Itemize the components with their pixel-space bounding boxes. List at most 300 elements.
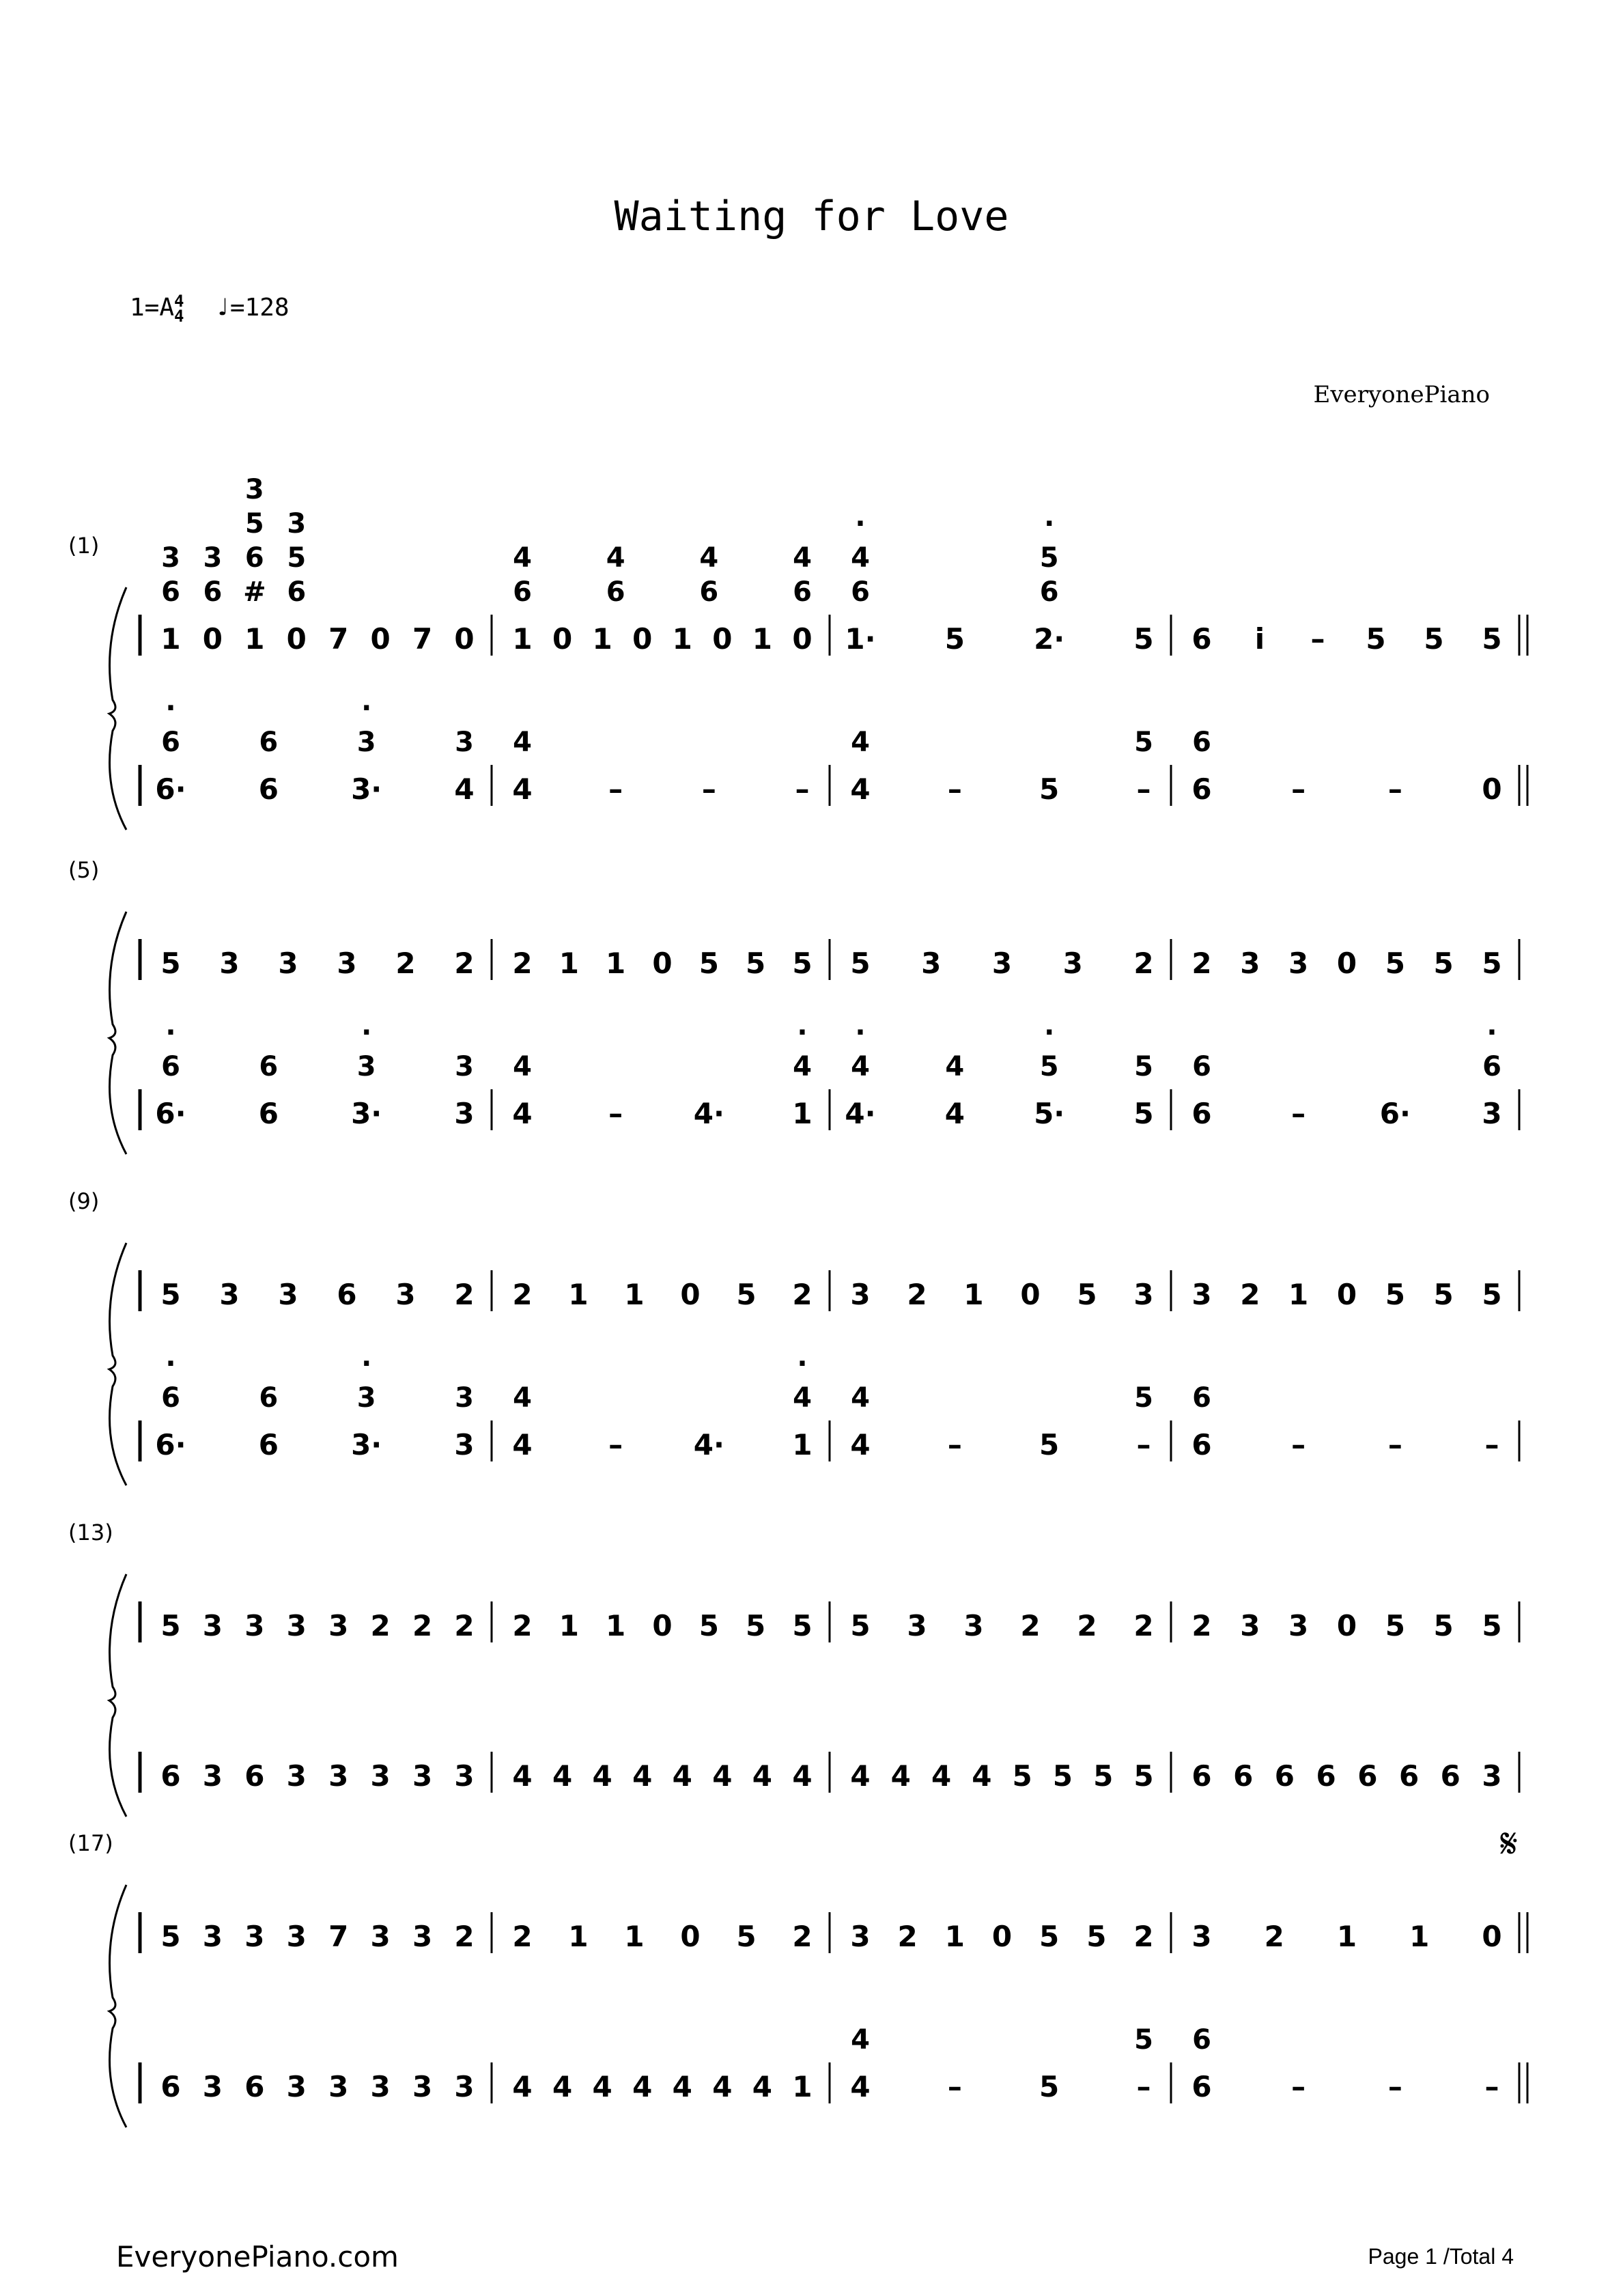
upper-staff-note: 0 [1336, 1609, 1357, 1642]
lower-staff-chord-note: 6 [259, 727, 279, 758]
upper-staff-note: 0 [1336, 1278, 1357, 1311]
upper-staff-note: 3 [1062, 947, 1083, 980]
lower-staff-note: 3 [286, 2070, 307, 2103]
upper-staff-note: 0 [652, 1609, 673, 1642]
upper-staff-note: 1 [559, 1609, 579, 1642]
lower-staff-note: – [1387, 1428, 1402, 1461]
upper-staff-chord-note: · [855, 508, 866, 540]
upper-staff-chord-note: 3 [161, 542, 180, 574]
lower-staff-note: 4 [944, 1097, 965, 1130]
upper-staff-note: 5 [1482, 622, 1502, 656]
upper-staff-note: 2 [1240, 1278, 1260, 1311]
lower-staff-note: 6· [155, 772, 186, 806]
upper-staff-chord-note: 6 [793, 576, 812, 608]
upper-staff-note: 2 [1191, 947, 1212, 980]
upper-staff-note: 3 [219, 947, 240, 980]
lower-staff-note: 4 [850, 1759, 871, 1793]
upper-staff-note: 5 [792, 947, 813, 980]
upper-staff-note: 5 [1482, 947, 1502, 980]
lower-staff-note: 6 [1357, 1759, 1378, 1793]
lower-staff-note: – [1136, 2070, 1151, 2103]
upper-staff-chord-note: 4 [513, 542, 532, 574]
upper-staff-note: 0 [552, 622, 573, 656]
upper-staff-note: 3 [1288, 947, 1309, 980]
lower-staff-note: 0 [1482, 772, 1502, 806]
lower-staff-chord-note: 6 [161, 1051, 180, 1082]
lower-staff-note: 3 [370, 2070, 391, 2103]
lower-staff-chord-note: 4 [945, 1051, 965, 1082]
upper-staff-note: 3 [1191, 1278, 1212, 1311]
lower-staff-note: 6 [1233, 1759, 1254, 1793]
upper-staff-note: 3 [907, 1609, 927, 1642]
lower-staff-note: 4 [792, 1759, 813, 1793]
upper-staff-note: 1· [845, 622, 876, 656]
upper-staff-note: 5 [698, 1609, 719, 1642]
lower-staff-note: 4 [592, 2070, 612, 2103]
lower-staff-note: 4· [845, 1097, 876, 1130]
upper-staff-note: 5 [746, 947, 766, 980]
upper-staff-note: 3 [412, 1920, 433, 1953]
measure-number: (5) [68, 857, 100, 883]
upper-staff-chord-note: 4 [699, 542, 719, 574]
upper-staff-chord-note: 6 [513, 576, 532, 608]
lower-staff-chord-note: 5 [1039, 1051, 1059, 1082]
lower-staff-chord-note: 6 [161, 1382, 180, 1414]
lower-staff-chord-note: · [165, 692, 176, 724]
upper-staff-note: 3 [337, 947, 357, 980]
upper-staff-chord-note: 3 [244, 474, 264, 505]
lower-staff-note: – [1291, 1097, 1306, 1130]
lower-staff-note: 4 [552, 1759, 573, 1793]
upper-staff-chord-note: 3 [287, 508, 307, 540]
meter-bottom: 4 [174, 307, 184, 326]
upper-staff-note: 2 [454, 1609, 475, 1642]
lower-staff-note: 6 [160, 2070, 181, 2103]
upper-staff-note: 2 [512, 1609, 533, 1642]
upper-staff-note: 1 [568, 1920, 589, 1953]
lower-staff-note: 6· [155, 1097, 186, 1130]
credit: EveryonePiano [1313, 381, 1490, 408]
lower-staff-note: 3 [454, 1759, 475, 1793]
upper-staff-note: 2· [1034, 622, 1065, 656]
lower-staff-note: 4 [454, 772, 475, 806]
measure-number: (17) [68, 1830, 113, 1856]
upper-staff-note: 7 [328, 1920, 349, 1953]
upper-staff-note: 2 [395, 947, 416, 980]
upper-staff-chord-note: 3 [203, 542, 223, 574]
lower-staff-chord-note: 6 [1192, 1382, 1211, 1414]
upper-staff-note: 0 [680, 1920, 701, 1953]
upper-staff-chord-note: 6 [161, 576, 180, 608]
upper-staff-note: 5 [1385, 1278, 1405, 1311]
lower-staff-note: – [608, 1428, 623, 1461]
upper-staff-note: 2 [792, 1920, 813, 1953]
lower-staff-chord-note: · [361, 692, 372, 724]
upper-staff-note: 1 [606, 947, 626, 980]
key-signature: 1=A [130, 294, 175, 322]
upper-staff-note: 5 [698, 947, 719, 980]
upper-staff-note: 3 [1240, 947, 1260, 980]
upper-staff-note: 2 [1133, 1609, 1154, 1642]
lower-staff-note: 6 [1398, 1759, 1420, 1793]
system-brace [109, 1885, 126, 2127]
upper-staff-note: 2 [1020, 1609, 1041, 1642]
upper-staff-note: 6 [337, 1278, 357, 1311]
upper-staff-note: 1 [592, 622, 612, 656]
upper-staff-note: 2 [370, 1609, 391, 1642]
lower-staff-note: 4 [672, 2070, 692, 2103]
upper-staff-note: 5 [1433, 947, 1454, 980]
upper-staff-note: 0 [370, 622, 391, 656]
lower-staff-chord-note: 4 [513, 1382, 532, 1414]
upper-staff-note: 1 [672, 622, 692, 656]
lower-staff-chord-note: 6 [1192, 2024, 1211, 2056]
lower-staff-note: – [1387, 772, 1402, 806]
lower-staff-note: 3 [454, 2070, 475, 2103]
upper-staff-note: 2 [1191, 1609, 1212, 1642]
lower-staff-chord-note: 5 [1134, 1051, 1153, 1082]
upper-staff-note: 5 [1433, 1609, 1454, 1642]
lower-staff-chord-note: · [165, 1348, 176, 1380]
lower-staff-chord-note: 4 [851, 2024, 870, 2056]
upper-staff-note: 1 [944, 1920, 965, 1953]
upper-staff-note: 3 [286, 1920, 307, 1953]
upper-staff-chord-note: 5 [287, 542, 307, 574]
lower-staff-chord-note: 6 [1192, 1051, 1211, 1082]
upper-staff-note: 2 [792, 1278, 813, 1311]
upper-staff-note: 3 [1191, 1920, 1212, 1953]
upper-staff-note: 1 [624, 1920, 645, 1953]
upper-staff-chord-note: 4 [851, 542, 870, 574]
upper-staff-chord-note: 6 [1039, 576, 1059, 608]
page-title: Waiting for Love [614, 193, 1009, 240]
upper-staff-note: 1 [512, 622, 533, 656]
lower-staff-note: 3 [1482, 1759, 1502, 1793]
upper-staff-note: 5 [1133, 622, 1154, 656]
lower-staff-note: 6 [1316, 1759, 1336, 1793]
lower-staff-note: 4 [712, 1759, 733, 1793]
lower-staff-note: 4 [592, 1759, 612, 1793]
lower-staff-chord-note: 6 [1192, 727, 1211, 758]
upper-staff-note: 0 [1020, 1278, 1041, 1311]
lower-staff-note: 1 [792, 2070, 813, 2103]
lower-staff-chord-note: · [361, 1348, 372, 1380]
upper-staff-note: 1 [963, 1278, 984, 1311]
lower-staff-note: 6 [1274, 1759, 1295, 1793]
lower-staff-chord-note: 3 [356, 1051, 376, 1082]
upper-staff-chord-note: · [1044, 508, 1055, 540]
upper-staff-note: 3 [328, 1609, 349, 1642]
lower-staff-note: 4· [693, 1097, 724, 1130]
upper-staff-note: 0 [632, 622, 653, 656]
upper-staff-note: 0 [680, 1278, 701, 1311]
upper-staff-note: 1 [624, 1278, 645, 1311]
upper-staff-note: 7 [412, 622, 433, 656]
upper-staff-note: 0 [286, 622, 307, 656]
lower-staff-note: – [1291, 1428, 1306, 1461]
upper-staff-note: 5 [1482, 1609, 1502, 1642]
lower-staff-note: 3 [412, 1759, 433, 1793]
upper-staff-chord-note: 6 [851, 576, 870, 608]
lower-staff-note: 6· [1379, 1097, 1411, 1130]
lower-staff-note: 4 [850, 2070, 871, 2103]
lower-staff-note: – [1387, 2070, 1402, 2103]
segno-symbol: 𝄋 [1500, 1820, 1518, 1868]
lower-staff-note: 4 [931, 1759, 952, 1793]
upper-staff-note: 5 [160, 947, 181, 980]
upper-staff-note: 3 [370, 1920, 391, 1953]
lower-staff-chord-note: 4 [851, 1382, 870, 1414]
upper-staff-note: 2 [1133, 947, 1154, 980]
upper-staff-note: 0 [712, 622, 733, 656]
upper-staff-note: 1 [1409, 1920, 1430, 1953]
upper-staff-note: 5 [850, 947, 871, 980]
lower-staff-chord-note: 4 [851, 1051, 870, 1082]
upper-staff-note: 0 [652, 947, 673, 980]
lower-staff-note: 4 [850, 772, 871, 806]
lower-staff-note: 3· [351, 1428, 382, 1461]
upper-staff-note: 0 [202, 622, 223, 656]
upper-staff-note: 5 [736, 1920, 757, 1953]
upper-staff-note: 2 [1264, 1920, 1284, 1953]
lower-staff-chord-note: · [797, 1017, 808, 1048]
upper-staff-note: 5 [1385, 1609, 1405, 1642]
upper-staff-note: 1 [559, 947, 579, 980]
upper-staff-chord-note: 6 [244, 542, 264, 574]
lower-staff-note: 4 [512, 772, 533, 806]
lower-staff-note: 4 [512, 2070, 533, 2103]
lower-staff-note: 3· [351, 772, 382, 806]
upper-staff-note: 2 [907, 1278, 927, 1311]
lower-staff-note: 4 [890, 1759, 911, 1793]
lower-staff-note: 5 [1093, 1759, 1114, 1793]
lower-staff-note: 3· [351, 1097, 382, 1130]
lower-staff-chord-note: 3 [455, 1382, 474, 1414]
upper-staff-chord-note: 6 [606, 576, 625, 608]
lower-staff-note: 3 [454, 1097, 475, 1130]
lower-staff-note: – [795, 772, 810, 806]
lower-staff-chord-note: 6 [259, 1051, 279, 1082]
lower-staff-note: 6 [244, 2070, 265, 2103]
upper-staff-note: 5 [736, 1278, 757, 1311]
lower-staff-note: 6 [1440, 1759, 1460, 1793]
lower-staff-chord-note: 3 [455, 727, 474, 758]
lower-staff-chord-note: 3 [356, 1382, 376, 1414]
lower-staff-note: 3 [286, 1759, 307, 1793]
upper-staff-note: 5 [1086, 1920, 1107, 1953]
upper-staff-note: 3 [850, 1920, 871, 1953]
lower-staff-note: 3 [454, 1428, 475, 1461]
lower-staff-note: 4 [672, 1759, 692, 1793]
lower-staff-note: – [1291, 772, 1306, 806]
upper-staff-note: 5 [1424, 622, 1444, 656]
upper-staff-note: 3 [963, 1609, 984, 1642]
lower-staff-note: – [701, 772, 716, 806]
lower-staff-note: – [1484, 1428, 1499, 1461]
lower-staff-note: 5 [1039, 1428, 1060, 1461]
upper-staff-note: 3 [1133, 1278, 1154, 1311]
upper-staff-note: 1 [1336, 1920, 1357, 1953]
upper-staff-note: 3 [1288, 1609, 1309, 1642]
upper-staff-note: 2 [1133, 1920, 1154, 1953]
upper-staff-note: 5 [1385, 947, 1405, 980]
lower-staff-note: 3 [412, 2070, 433, 2103]
lower-staff-chord-note: 4 [851, 727, 870, 758]
lower-staff-note: 4 [632, 2070, 653, 2103]
lower-staff-chord-note: 4 [513, 727, 532, 758]
measure-number: (13) [68, 1520, 113, 1545]
upper-staff-note: 2 [897, 1920, 918, 1953]
upper-staff-note: 6 [1191, 622, 1212, 656]
upper-staff-chord-note: 5 [1039, 542, 1059, 574]
upper-staff-chord-note: 6 [203, 576, 223, 608]
lower-staff-note: 6 [160, 1759, 181, 1793]
lower-staff-note: 3 [202, 1759, 223, 1793]
lower-staff-note: 3 [1482, 1097, 1502, 1130]
lower-staff-chord-note: · [361, 1017, 372, 1048]
upper-staff-note: 5 [746, 1609, 766, 1642]
lower-staff-note: 4 [752, 2070, 773, 2103]
upper-staff-note: 2 [412, 1609, 433, 1642]
upper-staff-note: 3 [202, 1609, 223, 1642]
upper-staff-note: – [1310, 622, 1325, 656]
upper-staff-note: 0 [1482, 1920, 1502, 1953]
system-brace [109, 1243, 126, 1485]
lower-staff-note: 3 [202, 2070, 223, 2103]
upper-staff-note: 0 [792, 622, 813, 656]
lower-staff-note: 1 [792, 1097, 813, 1130]
lower-staff-note: 6 [258, 772, 279, 806]
upper-staff-note: 5 [850, 1609, 871, 1642]
upper-staff-note: 1 [1288, 1278, 1309, 1311]
upper-staff-note: 5 [944, 622, 965, 656]
lower-staff-note: 5 [1039, 772, 1060, 806]
system-brace [109, 1574, 126, 1817]
upper-staff-note: 0 [1336, 947, 1357, 980]
lower-staff-note: – [1291, 2070, 1306, 2103]
lower-staff-note: 4 [512, 1428, 533, 1461]
lower-staff-chord-note: · [1044, 1017, 1055, 1048]
lower-staff-chord-note: 3 [356, 727, 376, 758]
lower-staff-note: 4 [972, 1759, 992, 1793]
lower-staff-note: 4 [850, 1428, 871, 1461]
upper-staff-note: 2 [454, 947, 475, 980]
upper-staff-note: 3 [1240, 1609, 1260, 1642]
lower-staff-chord-note: 5 [1134, 727, 1153, 758]
lower-staff-note: 6 [258, 1428, 279, 1461]
upper-staff-note: 2 [1077, 1609, 1097, 1642]
upper-staff-note: 3 [219, 1278, 240, 1311]
lower-staff-note: 6 [1191, 1759, 1212, 1793]
upper-staff-note: 1 [160, 622, 181, 656]
upper-staff-note: 3 [202, 1920, 223, 1953]
upper-staff-note: 5 [160, 1920, 181, 1953]
upper-staff-note: 3 [278, 1278, 298, 1311]
upper-staff-note: 3 [244, 1920, 265, 1953]
lower-staff-chord-note: · [797, 1348, 808, 1380]
lower-staff-note: – [1136, 1428, 1151, 1461]
lower-staff-chord-note: 4 [793, 1382, 812, 1414]
upper-staff-note: 1 [568, 1278, 589, 1311]
lower-staff-chord-note: · [855, 1017, 866, 1048]
lower-staff-chord-note: 5 [1134, 1382, 1153, 1414]
upper-staff-note: 5 [160, 1278, 181, 1311]
upper-staff-chord-note: 6 [287, 576, 307, 608]
lower-staff-note: 6 [1191, 1097, 1212, 1130]
upper-staff-note: 7 [328, 622, 349, 656]
lower-staff-note: – [608, 1097, 623, 1130]
lower-staff-note: – [947, 772, 962, 806]
lower-staff-chord-note: · [165, 1017, 176, 1048]
quarter-note-icon: ♩ [215, 294, 230, 322]
upper-staff-note: 0 [991, 1920, 1013, 1953]
system-brace [109, 912, 126, 1154]
lower-staff-chord-note: 6 [259, 1382, 279, 1414]
lower-staff-note: 3 [328, 1759, 349, 1793]
upper-staff-chord-note: 4 [606, 542, 625, 574]
lower-staff-chord-note: 5 [1134, 2024, 1153, 2056]
system-brace [109, 587, 126, 830]
lower-staff-note: 4 [552, 2070, 573, 2103]
upper-staff-note: 5 [1039, 1920, 1060, 1953]
upper-staff-note: 5 [160, 1609, 181, 1642]
lower-staff-note: – [1136, 772, 1151, 806]
upper-staff-note: 5 [792, 1609, 813, 1642]
footer-page: Page 1 /Total 4 [1368, 2244, 1514, 2269]
lower-staff-note: 6 [1191, 772, 1212, 806]
lower-staff-note: – [1484, 2070, 1499, 2103]
upper-staff-note: 3 [921, 947, 942, 980]
lower-staff-note: 6 [258, 1097, 279, 1130]
lower-staff-note: 5 [1039, 2070, 1060, 2103]
upper-staff-note: 3 [395, 1278, 416, 1311]
lower-staff-note: 3 [328, 2070, 349, 2103]
upper-staff-note: 3 [278, 947, 298, 980]
upper-staff-note: 5 [1366, 622, 1386, 656]
upper-staff-note: 2 [454, 1278, 475, 1311]
measure-number: (1) [68, 533, 100, 559]
lower-staff-chord-note: 4 [513, 1051, 532, 1082]
upper-staff-note: 3 [850, 1278, 871, 1311]
lower-staff-note: 1 [792, 1428, 813, 1461]
upper-staff-note: 3 [991, 947, 1013, 980]
lower-staff-chord-note: 4 [793, 1051, 812, 1082]
upper-staff-note: 1 [244, 622, 265, 656]
lower-staff-chord-note: 6 [1482, 1051, 1501, 1082]
lower-staff-note: 4 [512, 1759, 533, 1793]
lower-staff-note: – [608, 772, 623, 806]
lower-staff-chord-note: · [1486, 1017, 1497, 1048]
lower-staff-note: 6 [1191, 2070, 1212, 2103]
lower-staff-note: – [947, 2070, 962, 2103]
lower-staff-note: 5· [1034, 1097, 1065, 1130]
lower-staff-note: 4 [712, 2070, 733, 2103]
upper-staff-note: 2 [454, 1920, 475, 1953]
upper-staff-note: 1 [606, 1609, 626, 1642]
upper-staff-chord-note: 4 [793, 542, 812, 574]
measure-number: (9) [68, 1188, 100, 1214]
upper-staff-note: 2 [512, 1920, 533, 1953]
lower-staff-chord-note: 3 [455, 1051, 474, 1082]
lower-staff-note: 6 [244, 1759, 265, 1793]
upper-staff-note: i [1254, 622, 1265, 656]
lower-staff-note: 4 [632, 1759, 653, 1793]
lower-staff-note: 5 [1133, 1759, 1154, 1793]
lower-staff-note: 5 [1012, 1759, 1032, 1793]
lower-staff-note: 5 [1133, 1097, 1154, 1130]
tempo: =128 [229, 294, 290, 322]
lower-staff-note: 6 [1191, 1428, 1212, 1461]
